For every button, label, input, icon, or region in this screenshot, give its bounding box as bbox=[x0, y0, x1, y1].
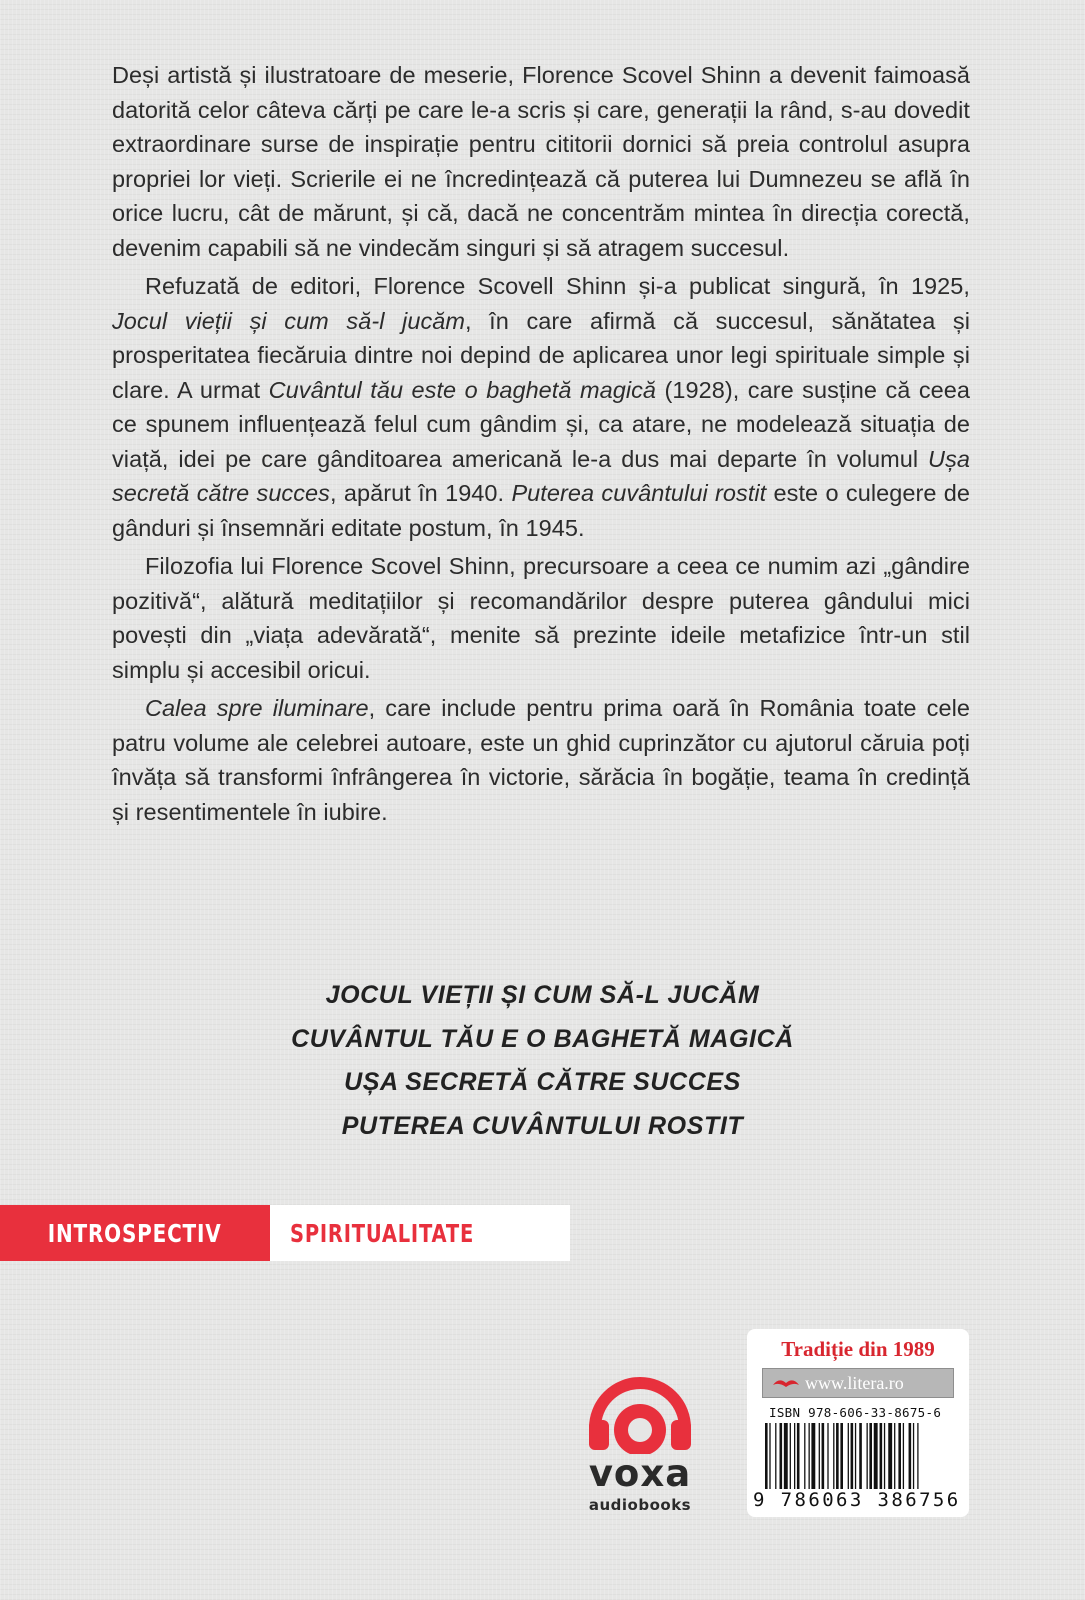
blurb-paragraph-4: Calea spre iluminare, care include pentru prima oară în România toate cele patru volume ale celebrei autoare, este un ghid cuprinzător cu ajutorul căruia poți învăța să transformi înfrângerea în victorie, sărăcia în bogăție, teama în credință și resentimentele în iubire. bbox=[112, 695, 970, 825]
litera-tagline: Tradiție din 1989 bbox=[781, 1337, 935, 1361]
series-label: INTROSPECTIV bbox=[48, 1218, 222, 1248]
blurb-paragraph-2: Refuzată de editori, Florence Scovell Shinn și-a publicat singură, în 1925, Jocul vieții și cum să-l jucăm, în care afirmă că succesul, sănătatea și prosperitatea fiecăruia dintre noi depind de aplicarea unor legi spirituale simple și clare. A urmat Cuvântul tău este o baghetă magică (1928), care susține că ceea ce spunem influențează felul cum gândim și, ca atare, ne modelează situația de viață, idei pe care gânditoarea americană le-a dus mai departe în volumul Ușa secretă către succes, apărut în 1940. Puterea cuvântului rostit este o culegere de gânduri și însemnări editate postum, în 1945. bbox=[112, 273, 970, 541]
blurb-paragraph-3: Filozofia lui Florence Scovel Shinn, precursoare a ceea ce numim azi „gândire pozitivă“, alătură meditațiilor și recomandărilor despre puterea gândului mici povești din „viața adevărată“, menite să prezinte ideile metafizice într-un stil simplu și accesibil oricui. bbox=[112, 553, 970, 683]
included-titles-list bbox=[0, 974, 1085, 1148]
included-title: JOCUL VIEȚII ȘI CUM SĂ-L JUCĂM bbox=[325, 981, 760, 1009]
headphones-icon bbox=[575, 1368, 705, 1454]
book-title-italic: Cuvântul tău este o baghetă magică bbox=[268, 376, 657, 403]
included-title: PUTEREA CUVÂNTULUI ROSTIT bbox=[341, 1111, 744, 1140]
genre-label-box bbox=[270, 1205, 570, 1261]
book-title-italic: Jocul vieții și cum să-l jucăm bbox=[112, 307, 465, 334]
included-title: UȘA SECRETĂ CĂTRE SUCCES bbox=[344, 1068, 741, 1096]
blurb-paragraph-1: Deși artistă și ilustratoare de meserie, Florence Scovel Shinn a devenit faimoasă datorită celor câteva cărți pe care le-a scris și care, generații la rând, s-au dovedit extraordinare surse de inspirație pentru cititorii dornici să preia controlul asupra propriei lor vieți. Scrierile ei ne încredințează că puterea lui Dumnezeu se află în orice lucru, cât de mărunt, și că, dacă ne concentrăm mintea în direcția corectă, devenim capabili să ne vindecăm singuri și să atragem succesul. bbox=[112, 62, 970, 261]
back-cover-blurb bbox=[112, 58, 970, 829]
book-title-italic: Calea spre iluminare bbox=[145, 695, 369, 721]
genre-label: SPIRITUALITATE bbox=[290, 1218, 475, 1248]
litera-logo-icon bbox=[771, 1375, 801, 1391]
category-banner bbox=[0, 1205, 570, 1261]
barcode-digits: 9 786063 386756 bbox=[753, 1489, 961, 1511]
series-label-box bbox=[0, 1205, 270, 1261]
litera-website-box bbox=[762, 1368, 954, 1398]
voxa-subtitle: audiobooks bbox=[588, 1496, 692, 1514]
litera-website: www.litera.ro bbox=[805, 1372, 904, 1393]
included-title: CUVÂNTUL TĂU E O BAGHETĂ MAGICĂ bbox=[291, 1024, 794, 1053]
book-title-italic: Puterea cuvântului rostit bbox=[511, 480, 767, 506]
voxa-audiobooks-logo bbox=[575, 1368, 735, 1518]
book-title-italic: Ușa secretă către succes bbox=[112, 445, 970, 506]
litera-isbn-sticker bbox=[747, 1329, 969, 1517]
isbn-number: ISBN 978-606-33-8675-6 bbox=[769, 1405, 942, 1420]
voxa-wordmark: voxa bbox=[588, 1452, 692, 1495]
